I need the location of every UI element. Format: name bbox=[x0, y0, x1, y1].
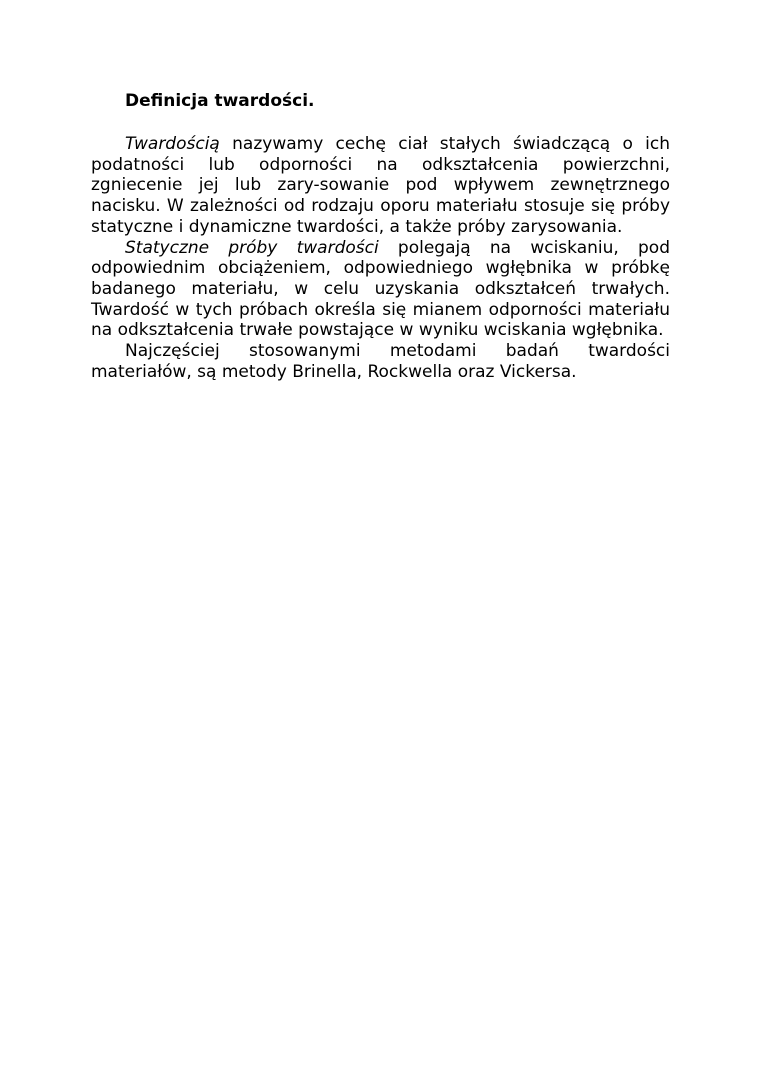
section-heading: Definicja twardości. bbox=[125, 91, 315, 111]
paragraph-text: nazywamy cechę ciał stałych świadczącą o ich podatności lub odporności na odkształcenia powierzchni, zgniecenie jej lub zary-sowanie pod wpływem zewnętrznego nacisku. W zależności od rodzaju oporu materiału stosuje się próby statyczne i dynamiczne twardości, a także próby zarysowania. bbox=[91, 134, 670, 237]
paragraph-static-tests bbox=[91, 238, 670, 342]
paragraph-methods bbox=[91, 341, 670, 382]
term-static-tests: Statyczne próby twardości bbox=[125, 237, 379, 258]
paragraph-text: Najczęściej stosowanymi metodami badań twardości materiałów, są metody Brinella, Rockwella oraz Vickersa. bbox=[91, 341, 670, 382]
document-body bbox=[91, 90, 670, 382]
paragraph-text: polegają na wciskaniu, pod odpowiednim obciążeniem, odpowiedniego wgłębnika w próbkę badanego materiału, w celu uzyskania odkształceń trwałych. Twardość w tych próbach określa się mianem odporności materiału na odkształcenia trwałe powstające w wyniku wciskania wgłębnika. bbox=[91, 237, 670, 341]
paragraph-hardness-definition bbox=[91, 134, 670, 238]
term-hardness: Twardością bbox=[125, 134, 220, 154]
